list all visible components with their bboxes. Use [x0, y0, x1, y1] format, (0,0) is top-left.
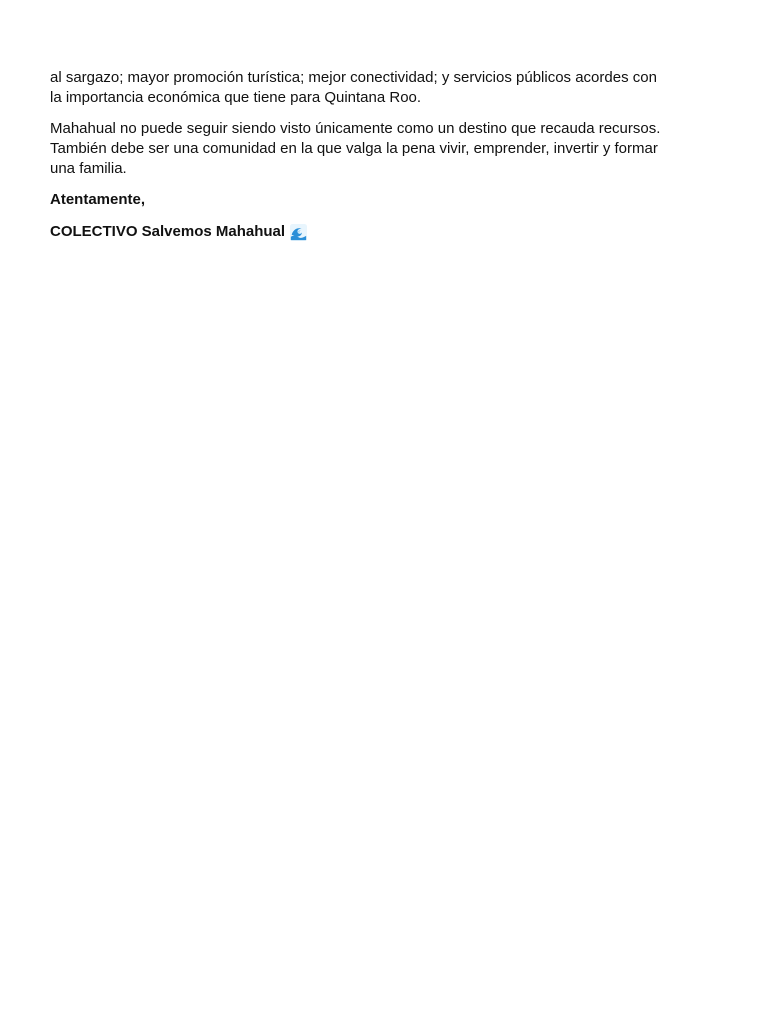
signature-line	[50, 222, 690, 242]
paragraph-conclusion	[50, 68, 690, 108]
closing-salutation: Atentamente,	[50, 191, 146, 208]
wave-icon	[290, 224, 307, 241]
text-line: También debe ser una comunidad en la que valga la pena vivir, emprender, invertir y formar	[50, 140, 658, 157]
text-line: al sargazo; mayor promoción turística; mejor conectividad; y servicios públicos acordes con	[50, 69, 657, 86]
document-body	[50, 68, 690, 242]
signature-text: COLECTIVO Salvemos Mahahual	[50, 223, 286, 240]
paragraph-mahahual	[50, 119, 690, 179]
text-line: Mahahual no puede seguir siendo visto únicamente como un destino que recauda recursos.	[50, 120, 661, 137]
text-line: la importancia económica que tiene para Quintana Roo.	[50, 89, 422, 106]
text-line: una familia.	[50, 160, 127, 177]
